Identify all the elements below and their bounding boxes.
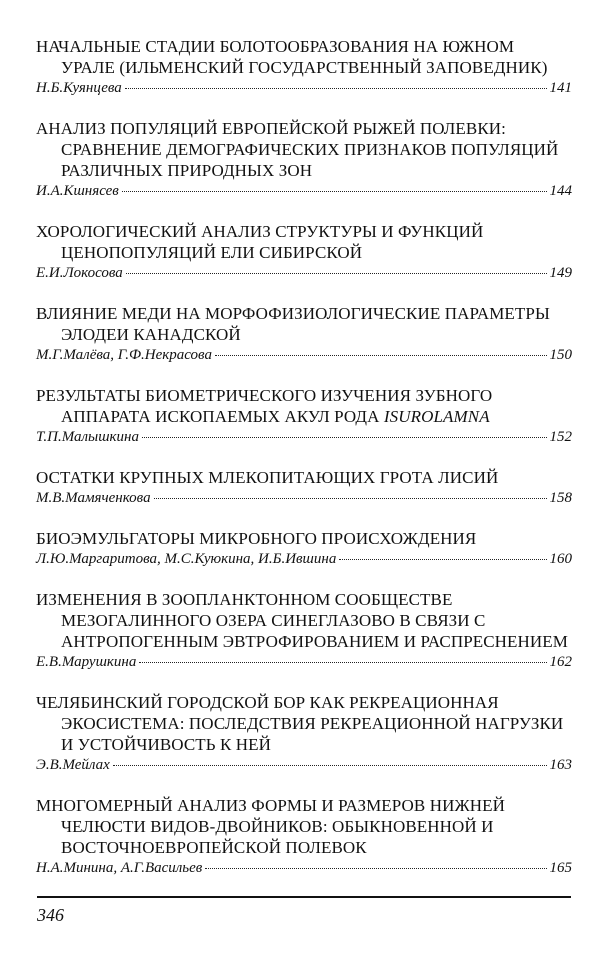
toc-entry [36, 221, 572, 282]
entry-byline [36, 756, 572, 774]
entry-page-number: 162 [549, 654, 572, 670]
dot-leader [339, 559, 546, 560]
entry-page-number: 152 [549, 429, 572, 445]
entry-title: ХОРОЛОГИЧЕСКИЙ АНАЛИЗ СТРУКТУРЫ И ФУНКЦИЙ ЦЕНОПОПУЛЯЦИЙ ЕЛИ СИБИРСКОЙ [36, 222, 484, 262]
entry-byline [36, 428, 572, 446]
entry-title: НАЧАЛЬНЫЕ СТАДИИ БОЛОТООБРАЗОВАНИЯ НА ЮЖНОМ УРАЛЕ (ИЛЬМЕНСКИЙ ГОСУДАРСТВЕННЫЙ ЗАПОВЕДНИК) [36, 37, 548, 77]
dot-leader [205, 868, 546, 869]
dot-leader [125, 88, 547, 89]
entry-title: АНАЛИЗ ПОПУЛЯЦИЙ ЕВРОПЕЙСКОЙ РЫЖЕЙ ПОЛЕВКИ: СРАВНЕНИЕ ДЕМОГРАФИЧЕСКИХ ПРИЗНАКОВ ПОПУЛЯЦИЙ РАЗЛИЧНЫХ ПРИРОДНЫХ ЗОН [36, 119, 559, 180]
entry-byline [36, 653, 572, 671]
entry-title: ОСТАТКИ КРУПНЫХ МЛЕКОПИТАЮЩИХ ГРОТА ЛИСИЙ [36, 468, 499, 487]
dot-leader [122, 191, 547, 192]
footer-rule [37, 896, 571, 898]
dot-leader [142, 437, 547, 438]
entry-authors: И.А.Кшнясев [36, 183, 119, 199]
entry-page-number: 160 [549, 551, 572, 567]
dot-leader [154, 498, 547, 499]
entry-page-number: 149 [549, 265, 572, 281]
page-number: 346 [37, 905, 64, 925]
entry-page-number: 150 [549, 347, 572, 363]
entry-title: ИЗМЕНЕНИЯ В ЗООПЛАНКТОННОМ СООБЩЕСТВЕ МЕЗОГАЛИННОГО ОЗЕРА СИНЕГЛАЗОВО В СВЯЗИ С АНТРОПОГЕННЫМ ЭВТРОФИРОВАНИЕМ И РАСПРЕСНЕНИЕМ [36, 590, 568, 651]
entry-title: ВЛИЯНИЕ МЕДИ НА МОРФОФИЗИОЛОГИЧЕСКИЕ ПАРАМЕТРЫ ЭЛОДЕИ КАНАДСКОЙ [36, 304, 550, 344]
entry-authors: М.В.Мамяченкова [36, 490, 151, 506]
toc-entry [36, 467, 572, 507]
entry-authors: Т.П.Малышкина [36, 429, 139, 445]
entry-byline [36, 489, 572, 507]
entry-title-text: РЕЗУЛЬТАТЫ БИОМЕТРИЧЕСКОГО ИЗУЧЕНИЯ ЗУБНОГО АППАРАТА ИСКОПАЕМЫХ АКУЛ РОДА [36, 386, 493, 426]
dot-leader [126, 273, 547, 274]
entry-title: ЧЕЛЯБИНСКИЙ ГОРОДСКОЙ БОР КАК РЕКРЕАЦИОННАЯ ЭКОСИСТЕМА: ПОСЛЕДСТВИЯ РЕКРЕАЦИОННОЙ НАГРУЗКИ И УСТОЙЧИВОСТЬ К НЕЙ [36, 693, 564, 754]
entry-authors: М.Г.Малёва, Г.Ф.Некрасова [36, 347, 212, 363]
entry-title: БИОЭМУЛЬГАТОРЫ МИКРОБНОГО ПРОИСХОЖДЕНИЯ [36, 529, 477, 548]
entry-title: МНОГОМЕРНЫЙ АНАЛИЗ ФОРМЫ И РАЗМЕРОВ НИЖНЕЙ ЧЕЛЮСТИ ВИДОВ-ДВОЙНИКОВ: ОБЫКНОВЕННОЙ И ВОСТОЧНОЕВРОПЕЙСКОЙ ПОЛЕВОК [36, 796, 506, 857]
toc-entry [36, 118, 572, 200]
entry-authors: Н.А.Минина, А.Г.Васильев [36, 860, 203, 876]
entry-byline [36, 182, 572, 200]
entry-byline [36, 550, 572, 568]
dot-leader [215, 355, 547, 356]
table-of-contents [36, 36, 572, 898]
toc-entry [36, 36, 572, 97]
entry-byline [36, 79, 572, 97]
entry-byline [36, 859, 572, 877]
entry-authors: Л.Ю.Маргаритова, М.С.Куюкина, И.Б.Ившина [36, 551, 337, 567]
dot-leader [113, 765, 547, 766]
entry-authors: Н.Б.Куянцева [36, 80, 122, 96]
entry-page-number: 163 [549, 757, 572, 773]
entry-page-number: 144 [549, 183, 572, 199]
toc-entry [36, 692, 572, 774]
toc-entry [36, 303, 572, 364]
toc-entry [36, 795, 572, 877]
toc-entry [36, 528, 572, 568]
toc-entry [36, 589, 572, 671]
entry-title-genus: ISUROLAMNA [383, 407, 490, 426]
entry-authors: Э.В.Мейлах [36, 757, 110, 773]
dot-leader [139, 662, 546, 663]
entry-byline [36, 264, 572, 282]
entry-title [36, 385, 572, 427]
entry-page-number: 165 [549, 860, 572, 876]
entry-authors: Е.И.Локосова [36, 265, 123, 281]
entry-page-number: 158 [549, 490, 572, 506]
entry-page-number: 141 [549, 80, 572, 96]
toc-entry [36, 385, 572, 446]
entry-byline [36, 346, 572, 364]
entry-authors: Е.В.Марушкина [36, 654, 137, 670]
